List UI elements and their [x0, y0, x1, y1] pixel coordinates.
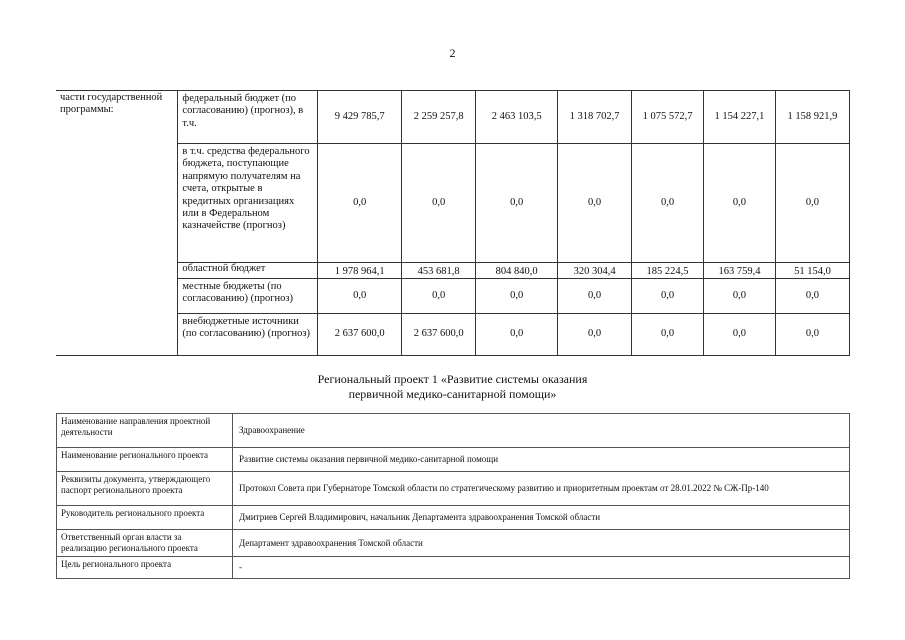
table-row	[57, 557, 850, 579]
funding-source: внебюджетные источники (по согласованию) (прогноз)	[178, 314, 318, 356]
project-title-line: первичной медико-санитарной помощи»	[348, 386, 557, 401]
passport-value: Здравоохранение	[233, 414, 850, 448]
passport-value: Департамент здравоохранения Томской области	[233, 530, 850, 557]
table-cell: 0,0	[775, 144, 849, 263]
table-cell: 0,0	[318, 279, 402, 314]
table-cell: 0,0	[318, 144, 402, 263]
table-cell: 0,0	[558, 279, 632, 314]
table-cell: 1 318 702,7	[558, 91, 632, 144]
funding-source: федеральный бюджет (по согласованию) (прогноз), в т.ч.	[178, 91, 318, 144]
project-title-line: Региональный проект 1 «Развитие системы оказания	[317, 372, 588, 386]
table-cell: 9 429 785,7	[318, 91, 402, 144]
table-cell: 1 154 227,1	[704, 91, 776, 144]
funding-source: областной бюджет	[178, 263, 318, 279]
table-cell: 0,0	[632, 144, 704, 263]
table-cell: 0,0	[632, 314, 704, 356]
table-cell: 2 259 257,8	[402, 91, 476, 144]
table-cell: 185 224,5	[632, 263, 704, 279]
table-cell: 804 840,0	[476, 263, 558, 279]
table-cell: 2 463 103,5	[476, 91, 558, 144]
table-cell: 1 158 921,9	[775, 91, 849, 144]
table-row	[57, 414, 850, 448]
passport-label: Реквизиты документа, утверждающего паспорт регионального проекта	[57, 472, 233, 506]
table-cell: 0,0	[558, 144, 632, 263]
funding-source: местные бюджеты (по согласованию) (прогноз)	[178, 279, 318, 314]
passport-label: Ответственный орган власти за реализацию регионального проекта	[57, 530, 233, 557]
table-cell: 0,0	[402, 279, 476, 314]
table-cell: 0,0	[476, 144, 558, 263]
funding-table	[56, 90, 850, 356]
table-cell: 0,0	[632, 279, 704, 314]
passport-label: Наименование регионального проекта	[57, 448, 233, 472]
table-row	[57, 448, 850, 472]
table-cell: 0,0	[775, 279, 849, 314]
table-cell: 0,0	[775, 314, 849, 356]
table-cell: 0,0	[476, 279, 558, 314]
passport-value: Протокол Совета при Губернаторе Томской области по стратегическому развитию и приоритетным проектам от 28.01.2022 № СЖ-Пр-140	[233, 472, 850, 506]
table-cell: 0,0	[402, 144, 476, 263]
table-cell: 0,0	[704, 314, 776, 356]
passport-label: Цель регионального проекта	[57, 557, 233, 579]
passport-value: -	[233, 557, 850, 579]
table-cell: 320 304,4	[558, 263, 632, 279]
table-row	[57, 506, 850, 530]
passport-value: Дмитриев Сергей Владимирович, начальник Департамента здравоохранения Томской области	[233, 506, 850, 530]
table-cell: 163 759,4	[704, 263, 776, 279]
table-cell: 2 637 600,0	[402, 314, 476, 356]
table-cell: 0,0	[704, 144, 776, 263]
table-row	[57, 472, 850, 506]
table-cell: 0,0	[558, 314, 632, 356]
table-cell: 2 637 600,0	[318, 314, 402, 356]
table-row	[57, 530, 850, 557]
funding-head-label: части государственной программы:	[56, 91, 178, 356]
passport-label: Руководитель регионального проекта	[57, 506, 233, 530]
passport-value: Развитие системы оказания первичной медико-санитарной помощи	[233, 448, 850, 472]
table-cell: 51 154,0	[775, 263, 849, 279]
table-cell: 453 681,8	[402, 263, 476, 279]
table-cell: 0,0	[704, 279, 776, 314]
project-passport-table	[56, 413, 850, 579]
page-number: 2	[449, 46, 456, 60]
table-row	[56, 91, 850, 144]
table-cell: 1 978 964,1	[318, 263, 402, 279]
funding-source: в т.ч. средства федерального бюджета, поступающие напрямую получателям на счета, открытые в кредитных организациях или в Федеральном казначействе (прогноз)	[178, 144, 318, 263]
table-cell: 1 075 572,7	[632, 91, 704, 144]
project-title	[0, 372, 905, 401]
passport-label: Наименование направления проектной деятельности	[57, 414, 233, 448]
table-cell: 0,0	[476, 314, 558, 356]
